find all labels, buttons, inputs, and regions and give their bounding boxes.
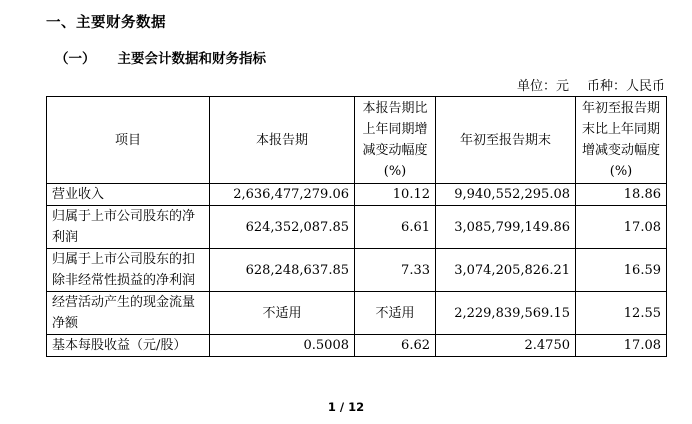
table-row: [47, 249, 667, 292]
row-current-change: 6.62: [355, 335, 436, 357]
row-current-change: 不适用: [355, 292, 436, 335]
currency-label: 币种：人民币: [586, 79, 665, 94]
row-current: 624,352,087.85: [210, 206, 355, 249]
row-ytd: 3,085,799,149.86: [436, 206, 576, 249]
header-current-period: 本报告期: [210, 97, 355, 184]
row-ytd: 3,074,205,826.21: [436, 249, 576, 292]
row-item: 营业收入: [47, 184, 210, 206]
section-title: 一、主要财务数据: [46, 15, 166, 31]
row-current-change: 10.12: [355, 184, 436, 206]
subsection-number: （一）: [55, 51, 96, 67]
table-row: [47, 292, 667, 335]
subsection-text: 主要会计数据和财务指标: [117, 51, 266, 67]
row-ytd: 2.4750: [436, 335, 576, 357]
row-current: 不适用: [210, 292, 355, 335]
table-header-row: [47, 97, 667, 184]
table-row: [47, 206, 667, 249]
row-item: 归属于上市公司股东的扣除非经常性损益的净利润: [47, 249, 210, 292]
row-current: 0.5008: [210, 335, 355, 357]
row-item: 基本每股收益（元/股）: [47, 335, 210, 357]
header-ytd: 年初至报告期末: [436, 97, 576, 184]
row-current-change: 7.33: [355, 249, 436, 292]
header-ytd-change: 年初至报告期末比上年同期增减变动幅度(%): [576, 97, 667, 184]
financial-data-table: [46, 96, 667, 357]
row-current-change: 6.61: [355, 206, 436, 249]
row-item: 经营活动产生的现金流量净额: [47, 292, 210, 335]
row-ytd-change: 17.08: [576, 335, 667, 357]
unit-label: 单位：元: [516, 79, 569, 94]
page-number: 1 / 12: [327, 400, 365, 414]
row-ytd: 9,940,552,295.08: [436, 184, 576, 206]
row-item: 归属于上市公司股东的净利润: [47, 206, 210, 249]
unit-line: [517, 75, 665, 94]
row-ytd-change: 12.55: [576, 292, 667, 335]
row-current: 628,248,637.85: [210, 249, 355, 292]
row-ytd-change: 16.59: [576, 249, 667, 292]
table-row: [47, 184, 667, 206]
row-ytd: 2,229,839,569.15: [436, 292, 576, 335]
row-ytd-change: 18.86: [576, 184, 667, 206]
row-ytd-change: 17.08: [576, 206, 667, 249]
subsection-title: [55, 47, 266, 67]
table-row: [47, 335, 667, 357]
row-current: 2,636,477,279.06: [210, 184, 355, 206]
header-item: 项目: [47, 97, 210, 184]
header-current-change: 本报告期比上年同期增减变动幅度(%): [355, 97, 436, 184]
